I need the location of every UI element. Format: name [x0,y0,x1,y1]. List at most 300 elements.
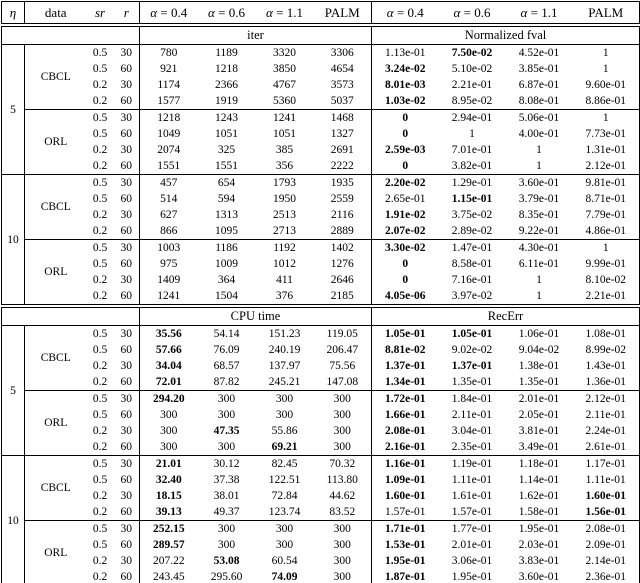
alpha-value: = 0.6 [218,5,245,20]
r-value: 30 [114,110,140,127]
value-cell: 9.04e-02 [518,344,560,356]
value-cell: 300 [333,555,351,567]
sr-value: 0.5 [92,193,108,205]
value-cell: 119.05 [326,328,358,340]
value-cell: 1 [536,290,542,302]
table-row [2,326,640,343]
value-cell: 1.16e-01 [372,456,439,473]
sr-value: 0.2 [92,360,108,372]
r-value: 60 [120,290,132,302]
value-cell: 3.04e-01 [451,425,493,437]
value-cell: 4.52e-01 [518,47,560,59]
value-cell: 457 [140,175,198,192]
alpha-symbol: α [208,5,215,20]
value-cell: 780 [140,45,198,62]
value-cell: 1218 [215,63,238,75]
table-row [2,504,640,521]
group-header-row [2,306,640,326]
value-cell: 1.14e-01 [518,474,560,486]
alpha-value: = 0.6 [463,5,491,20]
col-header-alpha [256,2,314,26]
eta-value: 5 [2,326,25,456]
value-cell: 1.09e-01 [372,472,439,488]
value-cell: 72.01 [140,374,198,391]
value-cell: 1.72e-01 [372,391,439,408]
table-row [2,439,640,456]
value-cell: 5.10e-02 [451,63,493,75]
value-cell: 1003 [140,240,198,257]
table-row [2,256,640,272]
value-cell: 0 [372,126,439,142]
r-value: 60 [120,376,132,388]
value-cell: 1 [573,110,640,127]
table-row [2,569,640,583]
dataset-name: ORL [25,240,87,307]
value-cell: 74.09 [271,571,298,583]
value-cell: 9.60e-01 [585,79,627,91]
alpha-value: = 0.4 [396,5,424,20]
value-cell: 300 [140,407,198,423]
table-row [2,240,640,257]
value-cell: 8.95e-02 [451,95,493,107]
table-row [2,45,640,62]
value-cell: 514 [140,191,198,207]
value-cell: 1.08e-01 [585,328,627,340]
table-row [2,391,640,408]
value-cell: 1468 [314,110,372,127]
value-cell: 76.09 [213,344,240,356]
value-cell: 1.11e-01 [451,474,493,486]
value-cell: 921 [140,61,198,77]
value-cell: 2116 [330,209,354,221]
table-row [2,288,640,306]
alpha-symbol: α [386,5,394,20]
r-value: 30 [120,328,132,340]
alpha-symbol: α [453,5,461,20]
value-cell: 300 [275,539,294,551]
value-cell: 9.22e-01 [518,225,560,237]
value-cell: 1.17e-01 [573,456,640,473]
value-cell: 1.95e-01 [506,521,573,538]
value-cell: 82.45 [256,456,314,473]
sr-value: 0.5 [87,456,114,473]
value-cell: 5360 [273,95,296,107]
sr-value: 0.2 [92,376,108,388]
value-cell: 2.12e-01 [585,160,627,172]
value-cell: 1241 [140,288,198,306]
value-cell: 8.99e-02 [585,344,627,356]
value-cell: 1.05e-01 [451,328,493,340]
value-cell: 300 [333,425,351,437]
value-cell: 300 [198,521,256,538]
value-cell: 1.62e-01 [518,490,560,502]
sr-value: 0.5 [87,240,114,257]
value-cell: 1.60e-01 [585,490,627,502]
group-header-left: iter [140,25,372,45]
table-row [2,191,640,207]
value-cell: 1.95e-01 [451,571,493,583]
value-cell: 3.82e-01 [451,160,493,172]
r-value: 60 [120,571,132,583]
value-cell: 1.37e-01 [451,360,493,372]
r-value: 30 [120,79,132,91]
table-row [2,158,640,175]
value-cell: 1.35e-01 [518,376,560,388]
value-cell: 7.16e-01 [451,274,493,286]
value-cell: 1 [469,128,475,140]
value-cell: 2646 [330,274,354,286]
value-cell: 1.43e-01 [585,360,627,372]
value-cell: 38.01 [213,490,240,502]
value-cell: 1.60e-01 [372,488,439,504]
value-cell: 295.60 [210,571,243,583]
table-row [2,93,640,110]
sr-value: 0.2 [92,209,108,221]
eta-value: 10 [2,175,25,307]
value-cell: 1.03e-02 [372,93,439,110]
value-cell: 2366 [215,79,238,91]
value-cell: 1.66e-01 [372,407,439,423]
value-cell: 9.81e-01 [573,175,640,192]
value-cell: 2074 [140,142,198,158]
value-cell: 2.94e-01 [439,110,506,127]
value-cell: 3.49e-01 [518,441,560,453]
value-cell: 2.11e-01 [451,409,493,421]
value-cell: 1.06e-01 [518,328,560,340]
r-value: 60 [120,225,132,237]
value-cell: 1.15e-01 [451,193,493,205]
value-cell: 385 [275,144,294,156]
value-cell: 87.82 [213,376,240,388]
value-cell: 1.13e-01 [372,45,439,62]
value-cell: 1409 [140,272,198,288]
value-cell: 364 [217,274,236,286]
value-cell: 1.37e-01 [372,358,439,374]
sr-value: 0.2 [92,290,108,302]
value-cell: 1095 [215,225,238,237]
value-cell: 0 [372,256,439,272]
r-value: 60 [120,193,132,205]
value-cell: 300 [333,571,351,583]
value-cell: 1051 [273,128,296,140]
value-cell: 300 [217,539,236,551]
value-cell: 1.19e-01 [439,456,506,473]
value-cell: 122.51 [268,474,301,486]
sr-value: 0.5 [92,409,108,421]
r-value: 60 [120,258,132,270]
r-value: 30 [114,456,140,473]
value-cell: 2.01e-01 [506,391,573,408]
value-cell: 6.87e-01 [518,79,560,91]
value-cell: 627 [140,207,198,223]
r-value: 60 [120,63,132,75]
group-header-right: RecErr [372,306,640,326]
value-cell: 3.83e-01 [518,555,560,567]
value-cell: 54.14 [213,328,240,340]
value-cell: 3.97e-02 [451,290,493,302]
value-cell: 2185 [330,290,354,302]
value-cell: 356 [275,160,294,172]
value-cell: 0 [372,110,439,127]
value-cell: 1.53e-01 [372,537,439,553]
group-header-row [2,25,640,45]
value-cell: 2.59e-03 [372,142,439,158]
value-cell: 1.77e-01 [439,521,506,538]
table-row [2,374,640,391]
value-cell: 18.15 [140,488,198,504]
col-header-r: r [114,2,140,26]
value-cell: 5.06e-01 [506,110,573,127]
value-cell: 1051 [215,128,238,140]
value-cell: 207.22 [140,553,198,569]
value-cell: 376 [275,290,294,302]
value-cell: 72.84 [271,490,298,502]
value-cell: 8.86e-01 [585,95,627,107]
sr-value: 0.2 [92,441,108,453]
value-cell: 2889 [330,225,354,237]
sr-value: 0.5 [87,391,114,408]
dataset-name: ORL [25,110,87,175]
sr-value: 0.5 [92,344,108,356]
col-header-sr: sr [87,2,114,26]
sr-value: 0.2 [92,506,108,518]
value-cell: 137.97 [268,360,301,372]
value-cell: 2.01e-01 [451,539,493,551]
value-cell: 1 [536,274,542,286]
value-cell: 1 [602,63,609,75]
value-cell: 70.32 [314,456,372,473]
table-row [2,553,640,569]
results-table [1,1,640,583]
value-cell: 113.80 [326,474,358,486]
value-cell: 3.60e-01 [506,175,573,192]
value-cell: 1935 [314,175,372,192]
group-header-right: Normalized fval [372,25,640,45]
col-header-eta: η [2,2,25,26]
sr-value: 0.2 [92,571,108,583]
value-cell: 1012 [273,258,296,270]
value-cell: 3.79e-01 [518,193,560,205]
value-cell: 866 [140,223,198,240]
table-row [2,272,640,288]
table-row [2,456,640,473]
value-cell: 4767 [273,79,296,91]
value-cell: 1174 [140,77,198,93]
group-header-left: CPU time [140,306,372,326]
value-cell: 206.47 [326,344,359,356]
value-cell: 2.24e-01 [585,425,627,437]
value-cell: 3.24e-02 [372,61,439,77]
sr-value: 0.2 [92,555,108,567]
value-cell: 3573 [330,79,354,91]
value-cell: 1.87e-01 [372,569,439,583]
value-cell: 1.35e-01 [451,376,493,388]
value-cell: 4.30e-01 [506,240,573,257]
table-row [2,110,640,127]
value-cell: 1218 [140,110,198,127]
value-cell: 8.71e-01 [585,193,627,205]
r-value: 30 [114,391,140,408]
value-cell: 654 [198,175,256,192]
value-cell: 55.86 [271,425,298,437]
value-cell: 8.35e-01 [518,209,560,221]
value-cell: 68.57 [213,360,240,372]
value-cell: 3.75e-02 [451,209,493,221]
value-cell: 35.56 [140,326,198,343]
value-cell: 4.00e-01 [518,128,560,140]
table-row [2,142,640,158]
value-cell: 1.57e-01 [372,504,439,521]
eta-value: 10 [2,456,25,583]
value-cell: 147.08 [326,376,359,388]
value-cell: 0 [372,272,439,288]
sr-value: 0.2 [92,160,108,172]
value-cell: 1276 [330,258,354,270]
value-cell: 3.85e-01 [518,63,560,75]
value-cell: 1.31e-01 [585,144,627,156]
r-value: 30 [120,360,132,372]
r-value: 60 [120,160,132,172]
table-row [2,358,640,374]
table-row [2,537,640,553]
value-cell: 7.01e-01 [451,144,493,156]
table-row [2,77,640,93]
value-cell: 300 [256,391,314,408]
alpha-value: = 1.1 [530,5,558,20]
value-cell: 2.14e-01 [585,555,627,567]
value-cell: 2.09e-01 [585,539,627,551]
sr-value: 0.2 [92,274,108,286]
value-cell: 151.23 [268,328,301,340]
value-cell: 2.61e-01 [585,441,627,453]
value-cell: 594 [217,193,236,205]
value-cell: 30.12 [198,456,256,473]
r-value: 30 [120,274,132,286]
value-cell: 411 [276,274,293,286]
sr-value: 0.5 [92,63,108,75]
value-cell: 7.50e-02 [451,47,493,59]
value-cell: 1241 [256,110,314,127]
r-value: 30 [114,175,140,192]
value-cell: 3.30e-02 [372,240,439,257]
value-cell: 4.86e-01 [585,225,627,237]
sr-value: 0.5 [92,47,108,59]
value-cell: 3.06e-01 [451,555,493,567]
table-row [2,175,640,192]
sr-value: 0.2 [92,225,108,237]
col-header-palm: PALM [314,2,372,26]
sr-value: 0.2 [92,144,108,156]
value-cell: 2.07e-02 [372,223,439,240]
r-value: 60 [120,344,132,356]
value-cell: 245.21 [268,376,301,388]
value-cell: 300 [140,423,198,439]
table-row [2,423,640,439]
value-cell: 5037 [330,95,354,107]
value-cell: 53.08 [213,555,240,567]
value-cell: 243.45 [140,569,198,583]
value-cell: 1.58e-01 [518,506,560,518]
value-cell: 300 [198,391,256,408]
value-cell: 2.05e-01 [518,409,560,421]
r-value: 60 [120,474,132,486]
value-cell: 2.12e-01 [573,391,640,408]
value-cell: 300 [333,539,351,551]
value-cell: 2.08e-01 [372,423,439,439]
r-value: 30 [114,521,140,538]
value-cell: 47.35 [213,425,240,437]
dataset-name: CBCL [40,71,71,83]
value-cell: 3320 [273,47,296,59]
value-cell: 69.21 [271,441,298,453]
value-cell: 83.52 [329,506,356,518]
value-cell: 1.71e-01 [372,521,439,538]
value-cell: 2513 [273,209,296,221]
value-cell: 1793 [256,175,314,192]
sr-value: 0.5 [92,258,108,270]
sr-value: 0.5 [87,521,114,538]
value-cell: 2.35e-01 [451,441,493,453]
value-cell: 1.29e-01 [439,175,506,192]
value-cell: 1009 [215,258,238,270]
col-header-alpha [439,2,506,26]
value-cell: 289.57 [140,537,198,553]
table-row [2,207,640,223]
r-value: 30 [120,47,132,59]
r-value: 30 [120,490,132,502]
value-cell: 7.79e-01 [585,209,627,221]
value-cell: 1950 [273,193,296,205]
value-cell: 1 [573,240,640,257]
col-header-alpha [372,2,439,26]
value-cell: 2.08e-01 [573,521,640,538]
alpha-value: = 0.4 [160,5,188,20]
results-table-body [2,2,640,583]
value-cell: 2713 [273,225,296,237]
value-cell: 2.21e-01 [451,79,493,91]
sr-value: 0.5 [92,128,108,140]
value-cell: 9.99e-01 [585,258,627,270]
sr-value: 0.5 [92,474,108,486]
r-value: 60 [120,506,132,518]
col-header-alpha [506,2,573,26]
value-cell: 2222 [330,160,354,172]
value-cell: 4.05e-06 [372,288,439,306]
sr-value: 0.2 [92,79,108,91]
table-row [2,342,640,358]
alpha-symbol: α [520,5,528,20]
column-header-row [2,2,640,26]
sr-value: 0.5 [92,328,108,340]
value-cell: 1402 [314,240,372,257]
r-value: 60 [120,95,132,107]
r-value: 60 [120,128,132,140]
value-cell: 4654 [330,63,354,75]
col-header-palm: PALM [573,2,640,26]
value-cell: 39.13 [140,504,198,521]
value-cell: 1192 [256,240,314,257]
value-cell: 300 [333,441,351,453]
value-cell: 0 [372,158,439,175]
value-cell: 1.95e-01 [372,553,439,569]
sr-value: 0.5 [87,175,114,192]
value-cell: 34.04 [140,358,198,374]
group-header-spacer [2,25,140,45]
value-cell: 3850 [273,63,296,75]
table-row [2,126,640,142]
value-cell: 325 [217,144,236,156]
col-header-alpha [140,2,198,26]
